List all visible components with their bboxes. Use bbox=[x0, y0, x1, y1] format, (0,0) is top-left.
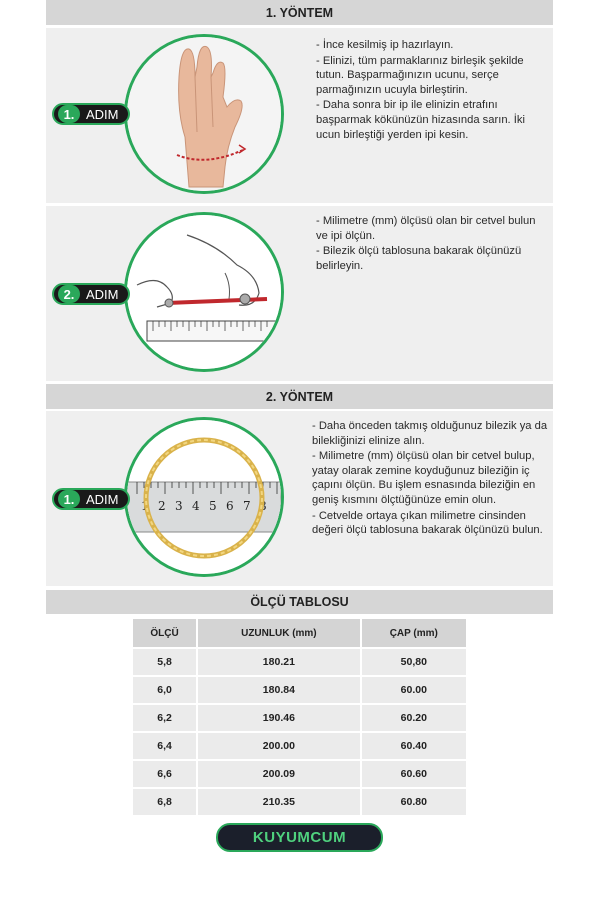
column-header: ÇAP (mm) bbox=[362, 619, 466, 647]
ruler-digit: 4 bbox=[192, 499, 200, 513]
diameter-cell: 60.00 bbox=[362, 677, 466, 703]
diameter-cell: 50,80 bbox=[362, 649, 466, 675]
step-number: 1. bbox=[58, 490, 80, 508]
size-cell: 6,2 bbox=[133, 705, 196, 731]
size-table-title: ÖLÇÜ TABLOSU bbox=[46, 590, 553, 614]
method1-step2-panel bbox=[46, 206, 553, 381]
method1-step1-panel bbox=[46, 28, 553, 203]
method1-step1-text bbox=[316, 38, 548, 143]
length-cell: 210.35 bbox=[198, 789, 359, 815]
length-cell: 200.09 bbox=[198, 761, 359, 787]
ruler-digit: 7 bbox=[243, 499, 251, 513]
bracelet-icon bbox=[127, 420, 281, 574]
diameter-cell: 60.20 bbox=[362, 705, 466, 731]
table-row bbox=[133, 733, 466, 759]
table-header-row bbox=[133, 619, 466, 647]
hand-icon bbox=[127, 37, 281, 191]
diameter-cell: 60.60 bbox=[362, 761, 466, 787]
instruction-line: - Bilezik ölçü tablosuna bakarak ölçünüzü belirleyin. bbox=[316, 245, 522, 272]
diameter-cell: 60.80 bbox=[362, 789, 466, 815]
length-cell: 180.21 bbox=[198, 649, 359, 675]
method2-title: 2. YÖNTEM bbox=[46, 384, 553, 409]
instruction-line: - Elinizi, tüm parmaklarınız birleşik şekilde tutun. Başparmağınızın ucunu, serçe parmağınızın ucuyla birleştirin. bbox=[316, 54, 524, 96]
step-badge bbox=[52, 103, 130, 125]
size-cell: 6,0 bbox=[133, 677, 196, 703]
step-label: ADIM bbox=[86, 286, 119, 302]
ruler-digit: 8 bbox=[259, 499, 267, 513]
size-cell: 5,8 bbox=[133, 649, 196, 675]
column-header: ÖLÇÜ bbox=[133, 619, 196, 647]
ruler-string-icon bbox=[127, 215, 281, 369]
ruler-digit: 3 bbox=[175, 499, 183, 513]
length-cell: 190.46 bbox=[198, 705, 359, 731]
method1-step2-text bbox=[316, 214, 548, 274]
instruction-line: - Milimetre (mm) ölçüsü olan bir cetvel bulun ve ipi ölçün. bbox=[316, 215, 536, 242]
size-cell: 6,6 bbox=[133, 761, 196, 787]
table-row bbox=[133, 677, 466, 703]
table-row bbox=[133, 789, 466, 815]
bracelet-ruler-illustration bbox=[124, 417, 284, 577]
table-row bbox=[133, 649, 466, 675]
step-label: ADIM bbox=[86, 491, 119, 507]
instruction-line: - İnce kesilmiş ip hazırlayın. bbox=[316, 39, 454, 51]
step-number: 1. bbox=[58, 105, 80, 123]
table-row bbox=[133, 705, 466, 731]
size-cell: 6,4 bbox=[133, 733, 196, 759]
brand-button[interactable]: KUYUMCUM bbox=[216, 823, 383, 852]
table-row bbox=[133, 761, 466, 787]
instruction-line: - Cetvelde ortaya çıkan milimetre cinsinden değeri ölçü tablosuna bakarak ölçünüzü bulun. bbox=[312, 509, 543, 537]
ruler-digit: 1 bbox=[141, 499, 149, 513]
size-cell: 6,8 bbox=[133, 789, 196, 815]
method2-step1-text bbox=[312, 419, 548, 539]
string-ruler-illustration bbox=[124, 212, 284, 372]
diameter-cell: 60.40 bbox=[362, 733, 466, 759]
step-label: ADIM bbox=[86, 106, 119, 122]
step-badge bbox=[52, 283, 130, 305]
ruler-digit: 6 bbox=[226, 499, 234, 513]
length-cell: 180.84 bbox=[198, 677, 359, 703]
hand-illustration bbox=[124, 34, 284, 194]
step-badge bbox=[52, 488, 130, 510]
ruler-digit: 2 bbox=[158, 499, 166, 513]
method1-title: 1. YÖNTEM bbox=[46, 0, 553, 25]
method2-step1-panel bbox=[46, 411, 553, 586]
size-table bbox=[131, 617, 468, 817]
length-cell: 200.00 bbox=[198, 733, 359, 759]
column-header: UZUNLUK (mm) bbox=[198, 619, 359, 647]
step-number: 2. bbox=[58, 285, 80, 303]
ruler-digit: 5 bbox=[209, 499, 217, 513]
instruction-line: - Daha sonra bir ip ile elinizin etrafını başparmak kökünüzün hizasında sarın. İki ucun birleştiği yerden ipi kesin. bbox=[316, 99, 525, 141]
instruction-line: - Milimetre (mm) ölçüsü olan bir cetvel bulup, yatay olarak zemine koyduğunuz bileziğin iç çapını ölçün. Bu işlem esnasında bileziğin en geniş kısmını ölçtüğünüze emin olun. bbox=[312, 450, 536, 506]
instruction-line: - Daha önceden takmış olduğunuz bilezik ya da bilekliğinizi elinize alın. bbox=[312, 420, 548, 447]
